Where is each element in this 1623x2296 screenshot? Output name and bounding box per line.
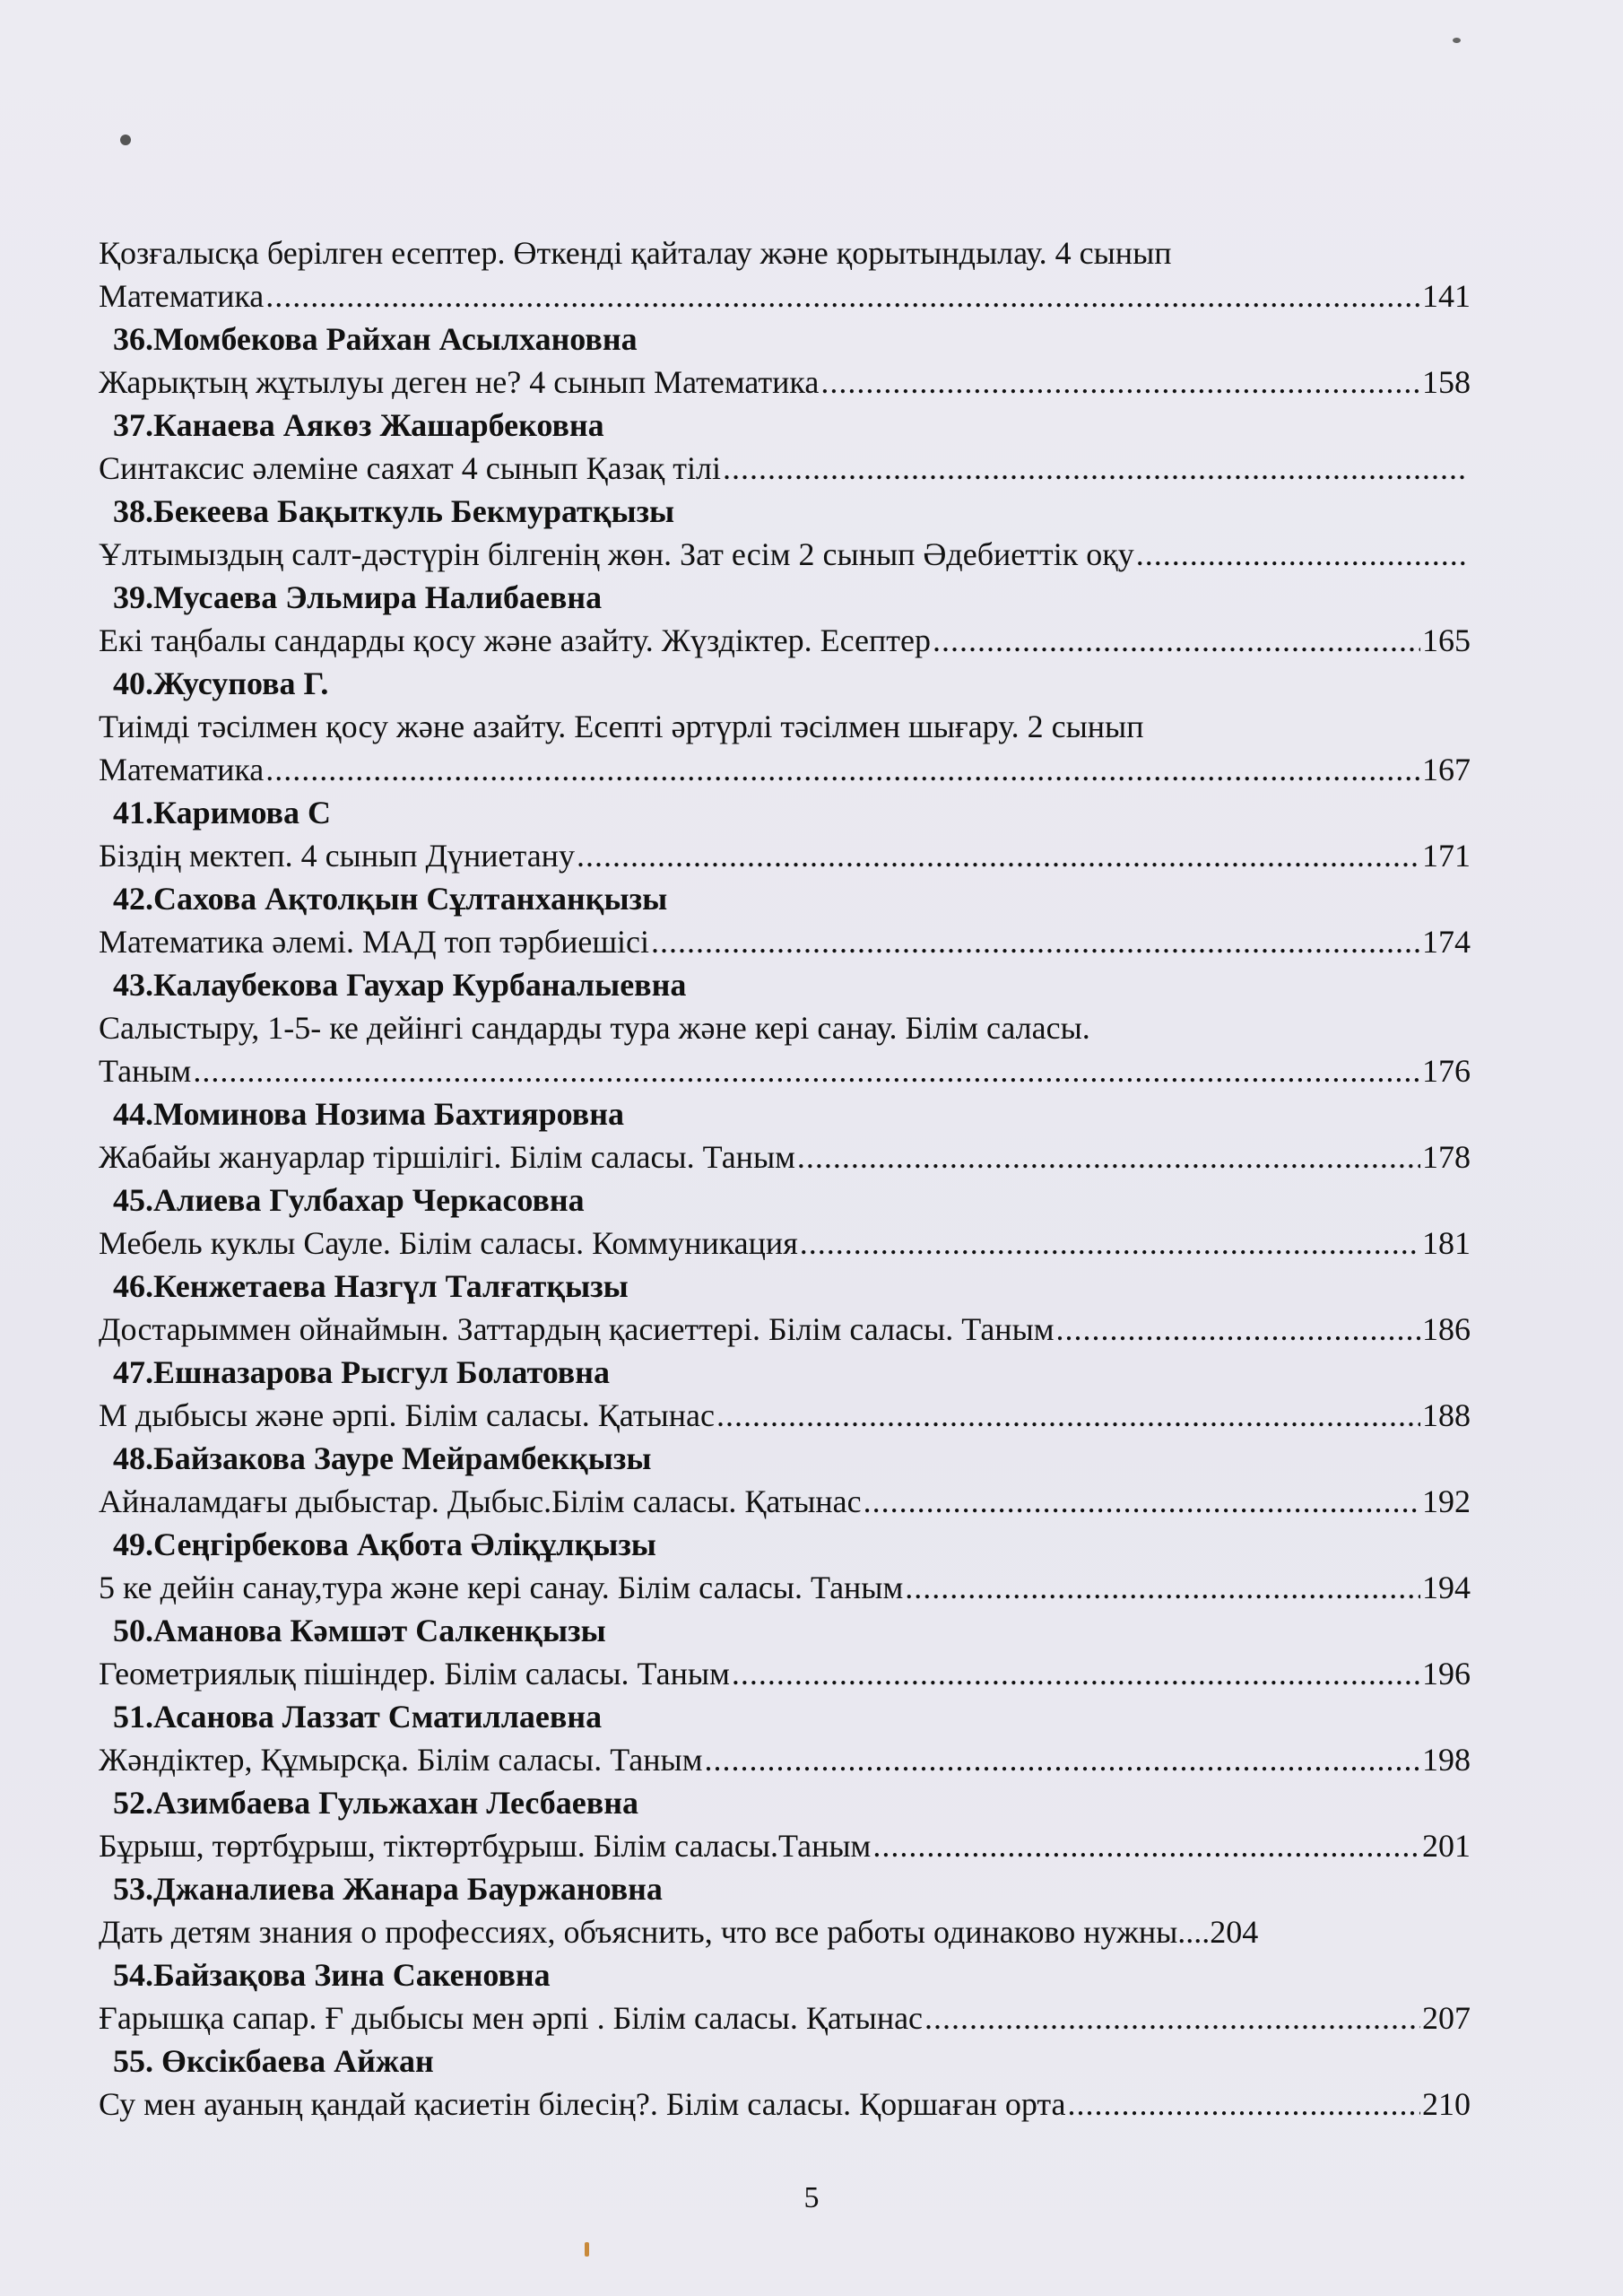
dot-leader: [820, 361, 1420, 404]
entry-page-number: 192: [1422, 1483, 1471, 1519]
entry-line: [99, 1049, 1471, 1092]
entry-line: [99, 1824, 1471, 1867]
toc-entry: [99, 576, 1471, 662]
entry-page-number: 171: [1422, 838, 1471, 874]
entry-topic: Таным: [99, 1053, 192, 1089]
entry-topic: Су мен ауаның қандай қасиетін білесің?. Білім саласы. Қоршаған орта: [99, 2086, 1066, 2122]
entry-line: [99, 361, 1471, 404]
entry-topic: Математика: [99, 752, 265, 787]
entry-topic: Достарыммен ойнаймын. Заттардың қасиеттері. Білім саласы. Таным: [99, 1311, 1055, 1347]
entry-line: [99, 1394, 1471, 1437]
toc-entry: [99, 791, 1471, 877]
ink-mark: [585, 2242, 589, 2257]
toc-entry: [99, 1781, 1471, 1867]
table-of-contents: [99, 231, 1471, 2126]
dot-leader: [905, 1566, 1420, 1609]
dot-leader: [193, 1049, 1420, 1092]
entry-line: [99, 1480, 1471, 1523]
author-name: 45.Алиева Гулбахар Черкасовна: [113, 1182, 585, 1218]
toc-entry: [99, 1092, 1471, 1178]
entry-topic: Математика әлемі. МАД топ тәрбиешісі: [99, 924, 650, 960]
author-name: 47.Ешназарова Рысгул Болатовна: [113, 1354, 610, 1390]
author-name: 37.Канаева Аякөз Жашарбековна: [113, 407, 604, 443]
dot-leader: [1056, 1308, 1420, 1351]
dot-leader: [651, 920, 1420, 963]
author-name: 36.Момбекова Райхан Асылхановна: [113, 321, 638, 357]
toc-entry: [99, 317, 1471, 404]
dot-leader: [800, 1222, 1420, 1265]
toc-entry: [99, 1351, 1471, 1437]
entry-page-number: 194: [1422, 1570, 1471, 1605]
toc-entry: [99, 1523, 1471, 1609]
author-name: 40.Жусупова Г.: [113, 665, 329, 701]
entry-topic: Екі таңбалы сандарды қосу және азайту. Жүздіктер. Есептер: [99, 622, 931, 658]
ink-dot: [120, 135, 131, 145]
entry-text-line: Қозғалысқа берілген есептер. Өткенді қайталау және қорытындылау. 4 сынып: [99, 235, 1172, 271]
entry-page-number: 207: [1422, 2000, 1471, 2036]
toc-entry: [99, 1265, 1471, 1351]
author-name: 55. Өксікбаева Айжан: [113, 2043, 434, 2079]
dot-leader: [1068, 2083, 1420, 2126]
author-name: 38.Бекеева Бақыткуль Бекмуратқызы: [113, 493, 675, 529]
dot-leader: [864, 1480, 1420, 1523]
dot-leader: [933, 619, 1420, 662]
entry-text-line: Салыстыру, 1-5- ке дейінгі сандарды тура және кері санау. Білім саласы.: [99, 1010, 1090, 1046]
entry-page-number: 198: [1422, 1742, 1471, 1778]
entry-topic: Жарықтың жұтылуы деген не? 4 сынып Математика: [99, 364, 820, 400]
dot-leader: [924, 1996, 1420, 2039]
toc-entry: [99, 1867, 1471, 1953]
entry-text-line: Тиімді тәсілмен қосу және азайту. Есепті әртүрлі тәсілмен шығару. 2 сынып: [99, 709, 1144, 744]
dot-leader: [265, 274, 1420, 317]
entry-line: [99, 1738, 1471, 1781]
entry-page-number: 196: [1422, 1656, 1471, 1692]
entry-topic: Біздің мектеп. 4 сынып Дүниетану: [99, 838, 575, 874]
page-number: 5: [803, 2181, 820, 2214]
entry-page-number: 181: [1422, 1225, 1471, 1261]
dot-leader: [732, 1652, 1420, 1695]
entry-page-number: 174: [1422, 924, 1471, 960]
dot-leader: [723, 447, 1469, 490]
entry-page-number: 201: [1422, 1828, 1471, 1864]
toc-entry: [99, 1953, 1471, 2039]
toc-entry: [99, 2039, 1471, 2126]
entry-line: [99, 2083, 1471, 2126]
dot-leader: [872, 1824, 1420, 1867]
entry-line: [99, 920, 1471, 963]
toc-entry: [99, 490, 1471, 576]
author-name: 43.Калаубекова Гаухар Курбаналыевна: [113, 967, 687, 1003]
toc-entry: [99, 662, 1471, 791]
entry-topic: Бұрыш, төртбұрыш, тіктөртбұрыш. Білім саласы.Таным: [99, 1828, 872, 1864]
author-name: 53.Джаналиева Жанара Бауржановна: [113, 1871, 663, 1907]
toc-entry: [99, 877, 1471, 963]
dot-leader: [797, 1135, 1420, 1178]
entry-text-line: Дать детям знания о профессиях, объяснить, что все работы одинаково нужны....204: [99, 1914, 1259, 1950]
author-name: 54.Байзақова Зина Сакеновна: [113, 1957, 551, 1993]
entry-topic: Ұлтымыздың салт-дәстүрін білгенің жөн. Зат есім 2 сынып Әдебиеттік оқу: [99, 536, 1134, 572]
toc-entry: [99, 1178, 1471, 1265]
dot-leader: [1136, 533, 1469, 576]
entry-line: [99, 1566, 1471, 1609]
entry-page-number: 178: [1422, 1139, 1471, 1175]
entry-line: [99, 1652, 1471, 1695]
entry-topic: Жәндіктер, Құмырсқа. Білім саласы. Таным: [99, 1742, 703, 1778]
entry-topic: 5 ке дейін санау,тура және кері санау. Білім саласы. Таным: [99, 1570, 904, 1605]
entry-line: [99, 1222, 1471, 1265]
dot-leader: [716, 1394, 1420, 1437]
entry-line: [99, 1308, 1471, 1351]
entry-line: [99, 1135, 1471, 1178]
dot-leader: [577, 834, 1420, 877]
entry-page-number: 165: [1422, 622, 1471, 658]
toc-entry: [99, 1695, 1471, 1781]
author-name: 49.Сеңгірбекова Ақбота Әліқұлқызы: [113, 1526, 656, 1562]
author-name: 44.Моминова Нозима Бахтияровна: [113, 1096, 624, 1132]
author-name: 41.Каримова С: [113, 795, 331, 831]
dot-leader: [705, 1738, 1420, 1781]
entry-page-number: 167: [1422, 752, 1471, 787]
entry-page-number: 210: [1422, 2086, 1471, 2122]
entry-line: [99, 619, 1471, 662]
toc-entry: [99, 231, 1471, 317]
entry-topic: М дыбысы және әрпі. Білім саласы. Қатынас: [99, 1397, 715, 1433]
author-name: 46.Кенжетаева Назгүл Талғатқызы: [113, 1268, 629, 1304]
author-name: 39.Мусаева Эльмира Налибаевна: [113, 579, 603, 615]
entry-line: [99, 834, 1471, 877]
toc-entry: [99, 1609, 1471, 1695]
dot-leader: [265, 748, 1420, 791]
entry-topic: Математика: [99, 278, 265, 314]
author-name: 51.Асанова Лаззат Сматиллаевна: [113, 1699, 603, 1735]
entry-topic: Жабайы жануарлар тіршілігі. Білім саласы. Таным: [99, 1139, 795, 1175]
toc-entry: [99, 963, 1471, 1092]
author-name: 50.Аманова Кәмшәт Салкенқызы: [113, 1613, 606, 1648]
entry-line: [99, 274, 1471, 317]
entry-page-number: 188: [1422, 1397, 1471, 1433]
toc-entry: [99, 404, 1471, 490]
ink-speck: [1453, 38, 1461, 43]
entry-page-number: 186: [1422, 1311, 1471, 1347]
entry-topic: Синтаксис әлеміне саяхат 4 сынып Қазақ тілі: [99, 450, 721, 486]
entry-line: [99, 748, 1471, 791]
entry-topic: Мебель куклы Сауле. Білім саласы. Коммуникация: [99, 1225, 798, 1261]
entry-topic: Ғарышқа сапар. Ғ дыбысы мен әрпі . Білім саласы. Қатынас: [99, 2000, 924, 2036]
entry-line: [99, 533, 1471, 576]
author-name: 52.Азимбаева Гульжахан Лесбаевна: [113, 1785, 638, 1821]
entry-line: [99, 447, 1471, 490]
entry-topic: Геометриялық пішіндер. Білім саласы. Таным: [99, 1656, 730, 1692]
entry-page-number: 158: [1422, 364, 1471, 400]
toc-entry: [99, 1437, 1471, 1523]
entry-page-number: 176: [1422, 1053, 1471, 1089]
author-name: 42.Сахова Ақтолқын Сұлтанханқызы: [113, 881, 668, 917]
author-name: 48.Байзакова Зауре Мейрамбекқызы: [113, 1440, 652, 1476]
entry-page-number: 141: [1422, 278, 1471, 314]
entry-line: [99, 1996, 1471, 2039]
entry-topic: Айналамдағы дыбыстар. Дыбыс.Білім саласы. Қатынас: [99, 1483, 862, 1519]
